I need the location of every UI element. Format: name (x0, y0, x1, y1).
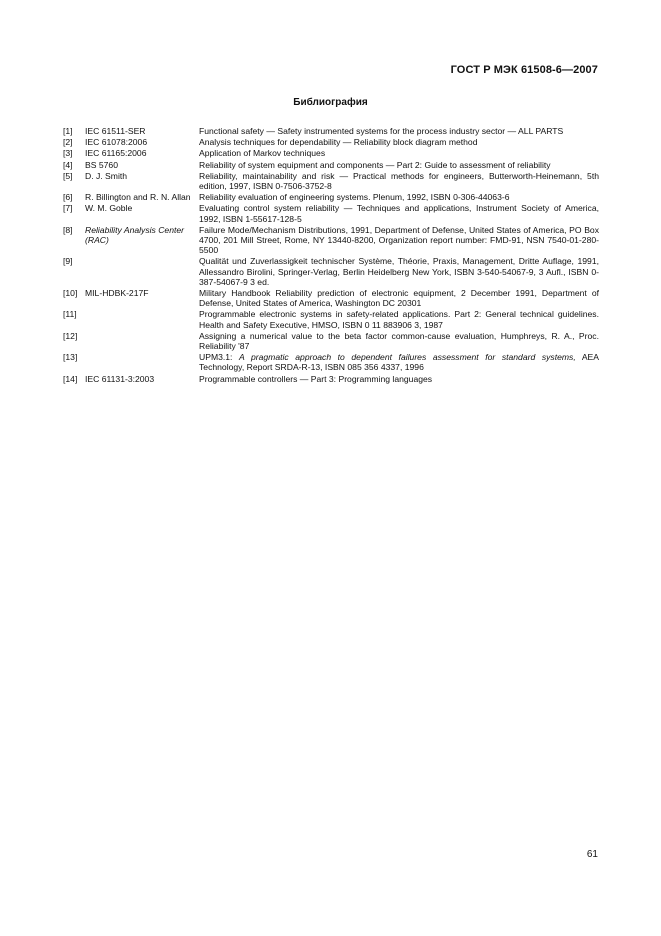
entry-number: [6] (63, 192, 73, 203)
entry-author: IEC 61131-3:2003 (85, 373, 155, 384)
entry-author: IEC 61511-SER (85, 126, 146, 136)
entry-text-prefix: UPM3.1: (199, 352, 239, 363)
bibliography-entry (63, 192, 599, 202)
entry-text: Military Handbook Reliability prediction of electronic equipment, 2 December 1991, Department of Defense, United States of America, Washington DC 20301 (199, 288, 599, 309)
entry-text: Programmable controllers — Part 3: Programming languages (199, 373, 433, 384)
entry-text-italic-title: A pragmatic approach to dependent failures assessment for standard systems, (239, 352, 576, 363)
entry-text (199, 352, 599, 372)
entry-number: [14] (63, 373, 78, 384)
entry-number: [7] (63, 203, 73, 214)
entry-text-rest: AEA Technology, Report SRDA-R-13, ISBN 085 356 4337, 1996 (199, 352, 600, 373)
entry-number: [9] (63, 256, 73, 267)
bibliography-list (63, 126, 599, 385)
entry-author: W. M. Goble (85, 203, 133, 214)
entry-author (85, 352, 199, 372)
entry-author: Reliability Analysis Center (RAC) (85, 224, 185, 246)
bibliography-entry (63, 225, 599, 256)
bibliography-entry (63, 148, 599, 158)
entry-author: BS 5760 (85, 159, 118, 170)
entry-number: [10] (63, 288, 78, 299)
entry-author: R. Billington and R. N. Allan (85, 192, 191, 203)
entry-author: IEC 61078:2006 (85, 137, 148, 148)
entry-number: [8] (63, 224, 73, 235)
page-number: 61 (586, 849, 598, 860)
bibliography-title: Библиография (293, 97, 368, 108)
entry-author (85, 256, 199, 287)
entry-text: Assigning a numerical value to the beta factor common-cause evaluation, Humphreys, R. A., Proc. Reliability '87 (199, 330, 599, 352)
entry-text: Qualität und Zuverlassigkeit technischer Système, Théorie, Praxis, Management, Dritte Auflage, 1991, Allessandro Birolini, Springer-Verlag, Berlin Heidelberg New York, ISBN 3-540-54067-9, 3 Aufl., ISBN 0-387-54067-9 3 ed. (199, 256, 599, 287)
entry-author: D. J. Smith (85, 170, 128, 181)
entry-number: [1] (63, 126, 73, 136)
bibliography-entry (63, 352, 599, 372)
entry-text: Reliability of system equipment and components — Part 2: Guide to assessment of reliability (199, 159, 551, 170)
entry-author: MIL-HDBK-217F (85, 288, 149, 299)
bibliography-entry (63, 256, 599, 287)
entry-number: [11] (63, 309, 77, 320)
bibliography-entry (63, 203, 599, 223)
entry-text: Reliability, maintainability and risk — Practical methods for engineers, Butterworth-Heinemann, 5th edition, 1997, ISBN 0-7506-3752-8 (199, 170, 599, 192)
entry-text: Analysis techniques for dependability — Reliability block diagram method (199, 137, 478, 148)
bibliography-entry (63, 374, 599, 384)
entry-text: Application of Markov techniques (199, 148, 326, 159)
bibliography-entry (63, 288, 599, 308)
entry-number: [12] (63, 330, 78, 341)
entry-author (85, 309, 199, 329)
entry-text: Reliability evaluation of engineering systems. Plenum, 1992, ISBN 0-306-44063-6 (199, 192, 510, 203)
bibliography-entry (63, 171, 599, 191)
entry-text: Evaluating control system reliability — Techniques and applications, Instrument Society of America, 1992, ISBN 1-55617-128-5 (199, 203, 599, 224)
entry-number: [13] (63, 352, 78, 363)
entry-text: Programmable electronic systems in safety-related applications. Part 2: General technical guidelines. Health and Safety Executive, HMSO, ISBN 0 11 883906 3, 1987 (199, 309, 599, 330)
bibliography-entry (63, 126, 599, 136)
document-standard-header: ГОСТ Р МЭК 61508-6—2007 (450, 64, 598, 76)
entry-author: IEC 61165:2006 (85, 148, 147, 159)
entry-number: [3] (63, 148, 73, 159)
bibliography-entry (63, 160, 599, 170)
entry-text: Functional safety — Safety instrumented systems for the process industry sector — ALL PARTS (199, 126, 564, 136)
entry-text: Failure Mode/Mechanism Distributions, 1991, Department of Defense, United States of America, PO Box 4700, 201 Mill Street, Rome, NY 13440-8200, Organization report number: FMD-91, NSN 7540-01-280-5500 (199, 224, 599, 256)
bibliography-entry (63, 331, 599, 351)
bibliography-entry (63, 137, 599, 147)
entry-number: [2] (63, 137, 73, 148)
entry-author (85, 331, 199, 351)
bibliography-entry (63, 309, 599, 329)
entry-number: [5] (63, 170, 73, 181)
entry-number: [4] (63, 159, 73, 170)
